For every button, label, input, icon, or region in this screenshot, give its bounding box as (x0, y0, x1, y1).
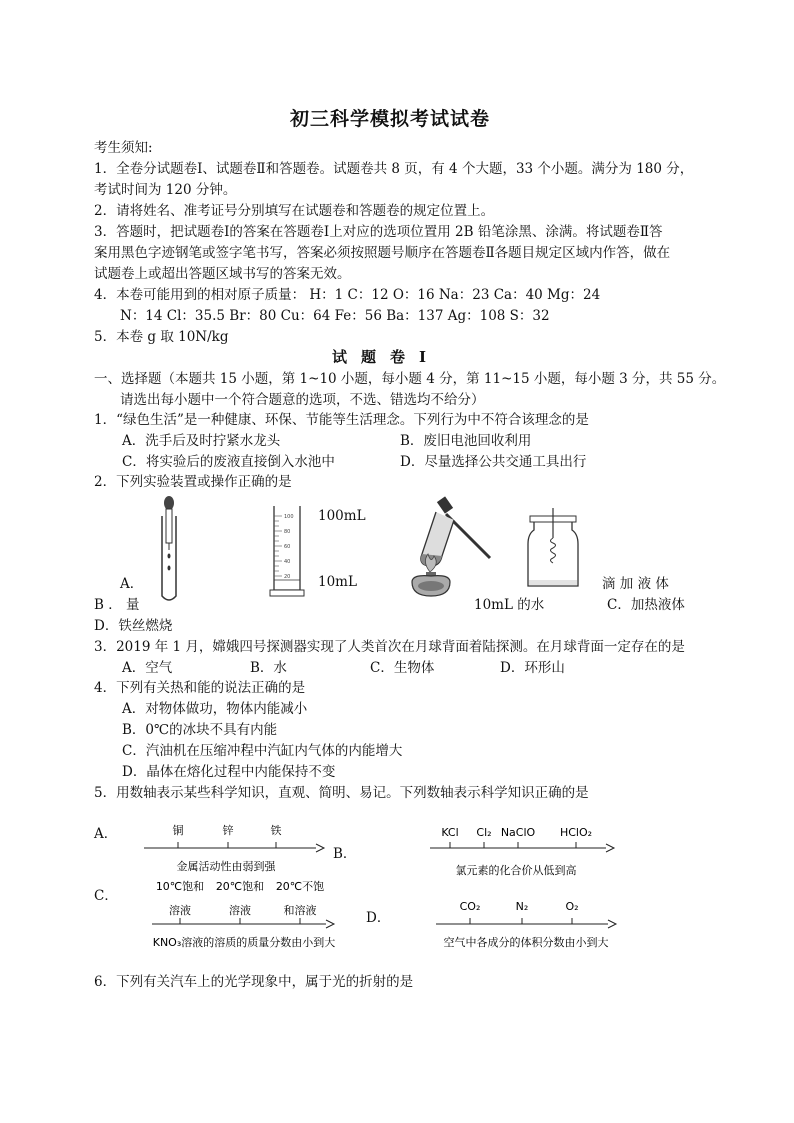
q4-option-d: D．晶体在熔化过程中内能保持不变 (122, 764, 336, 780)
iron-wire-burning-figure (526, 508, 582, 590)
notice-line-3c: 试题卷上或超出答题区域书写的答案无效。 (94, 266, 351, 282)
axis-b-item-1: KCl (441, 826, 459, 839)
axis-c-top-2: 20℃饱和 (215, 880, 265, 893)
notice-heading: 考生须知: (94, 140, 153, 156)
axis-b-caption: 氯元素的化合价从低到高 (455, 864, 577, 877)
q5-axis-a (140, 818, 330, 882)
cyl-tick-80: 80 (284, 529, 291, 535)
q2-option-a: A． (120, 576, 144, 592)
dropper-figure (150, 494, 190, 604)
q3-option-b: B．水 (250, 660, 287, 676)
q5-option-a-label: A． (94, 826, 118, 842)
axis-d-item-1: CO₂ (459, 900, 481, 913)
notice-line-1a: 1．全卷分试题卷Ⅰ、试题卷Ⅱ和答题卷。试题卷共 8 页，有 4 个大题，33 个小题。满分为 180 分， (94, 161, 694, 177)
q4-option-a: A．对物体做功，物体内能减小 (122, 701, 308, 717)
cylinder-capacity-label: 100mL (318, 508, 366, 524)
q3-option-c: C．生物体 (370, 660, 435, 676)
page-title: 初三科学模拟考试试卷 (290, 108, 491, 130)
q5-axis-b (426, 822, 622, 884)
notice-line-5: 5．本卷 g 取 10N/kg (94, 329, 229, 345)
cylinder-volume-label: 10mL (318, 574, 357, 590)
q1-option-c: C．将实验后的废液直接倒入水池中 (122, 454, 335, 470)
notice-line-3a: 3．答题时，把试题卷Ⅰ的答案在答题卷Ⅰ上对应的选项位置用 2B 铅笔涂黑、涂满。将试题卷Ⅱ答 (94, 224, 663, 240)
axis-d-item-2: N₂ (515, 900, 529, 913)
axis-c-top-3: 20℃不饱 (275, 880, 325, 893)
part1-instruction-b: 请选出每小题中一个符合题意的选项，不选、错选均不给分） (120, 392, 485, 408)
axis-a-item-3: 铁 (270, 824, 282, 837)
axis-c-caption: KNO₃溶液的溶质的质量分数由小到大 (152, 936, 336, 949)
axis-c-item-2: 溶液 (229, 904, 251, 917)
q1-option-d: D．尽量选择公共交通工具出行 (400, 454, 587, 470)
notice-line-1b: 考试时间为 120 分钟。 (94, 182, 237, 198)
axis-a-item-2: 锌 (222, 824, 234, 837)
axis-b-item-4: HClO₂ (559, 826, 593, 839)
q3-option-d: D．环形山 (500, 660, 565, 676)
axis-a-item-1: 铜 (172, 824, 184, 837)
axis-d-item-3: O₂ (565, 900, 579, 913)
section-title: 试题卷Ⅰ (332, 348, 441, 366)
axis-b-item-2: Cl₂ (476, 826, 492, 839)
axis-c-top-1: 10℃饱和 (155, 880, 205, 893)
q4-stem: 4．下列有关热和能的说法正确的是 (94, 680, 306, 696)
q6-stem: 6．下列有关汽车上的光学现象中，属于光的折射的是 (94, 974, 414, 990)
notice-line-3b: 案用黑色字迹钢笔或签字笔书写，答案必须按照题号顺序在答题卷Ⅱ各题目规定区域内作答，做在 (94, 245, 671, 261)
cyl-tick-20: 20 (284, 574, 291, 580)
q2-option-b-text: 10mL 的水 (474, 597, 545, 613)
cyl-tick-40: 40 (284, 559, 291, 565)
axis-c-item-3: 和溶液 (283, 904, 317, 917)
q5-option-c-label: C． (94, 888, 118, 904)
q3-stem: 3．2019 年 1 月，嫦娥四号探测器实现了人类首次在月球背面着陆探测。在月球背面一定存在的是 (94, 639, 685, 655)
part1-instruction-a: 一、选择题（本题共 15 小题，第 1~10 小题，每小题 4 分，第 11~15 小题，每小题 3 分，共 55 分。 (94, 371, 726, 387)
q4-option-c: C．汽油机在压缩冲程中汽缸内气体的内能增大 (122, 743, 403, 759)
q4-option-b: B．0℃的冰块不具有内能 (122, 722, 278, 738)
q3-option-a: A．空气 (122, 660, 173, 676)
notice-line-4a: 4．本卷可能用到的相对原子质量： H：1 C：12 O：16 Na：23 Ca：40 Mg：24 (94, 287, 601, 303)
q5-option-b-label: B． (333, 846, 357, 862)
q2-stem: 2．下列实验装置或操作正确的是 (94, 474, 292, 490)
q5-axis-d (430, 896, 630, 952)
cyl-tick-60: 60 (284, 544, 291, 550)
q2-option-d: D．铁丝燃烧 (94, 618, 173, 634)
notice-line-2: 2．请将姓名、准考证号分别填写在试题卷和答题卷的规定位置上。 (94, 203, 495, 219)
heating-liquid-figure (398, 494, 498, 600)
graduated-cylinder-figure (268, 502, 308, 602)
axis-a-caption: 金属活动性由弱到强 (176, 860, 276, 873)
q2-option-c: C．加热液体 (607, 597, 685, 613)
q5-axis-c (140, 876, 340, 952)
q5-option-d-label: D． (366, 910, 391, 926)
q2-option-b: B ． 量 (94, 597, 140, 613)
q1-option-b: B．废旧电池回收利用 (400, 433, 532, 449)
notice-line-4b: N：14 Cl：35.5 Br：80 Cu：64 Fe：56 Ba：137 Ag：108 S：32 (120, 308, 550, 324)
q1-stem: 1．“绿色生活”是一种健康、环保、节能等生活理念。下列行为中不符合该理念的是 (94, 412, 589, 428)
q1-option-a: A．洗手后及时拧紧水龙头 (122, 433, 281, 449)
axis-d-caption: 空气中各成分的体积分数由小到大 (443, 936, 609, 949)
q5-stem: 5．用数轴表示某些科学知识，直观、简明、易记。下列数轴表示科学知识正确的是 (94, 785, 589, 801)
axis-b-item-3: NaClO (500, 826, 536, 839)
cyl-tick-100: 100 (284, 514, 294, 520)
q2-option-a-text: 滴 加 液 体 (602, 576, 669, 592)
axis-c-item-1: 溶液 (169, 904, 191, 917)
